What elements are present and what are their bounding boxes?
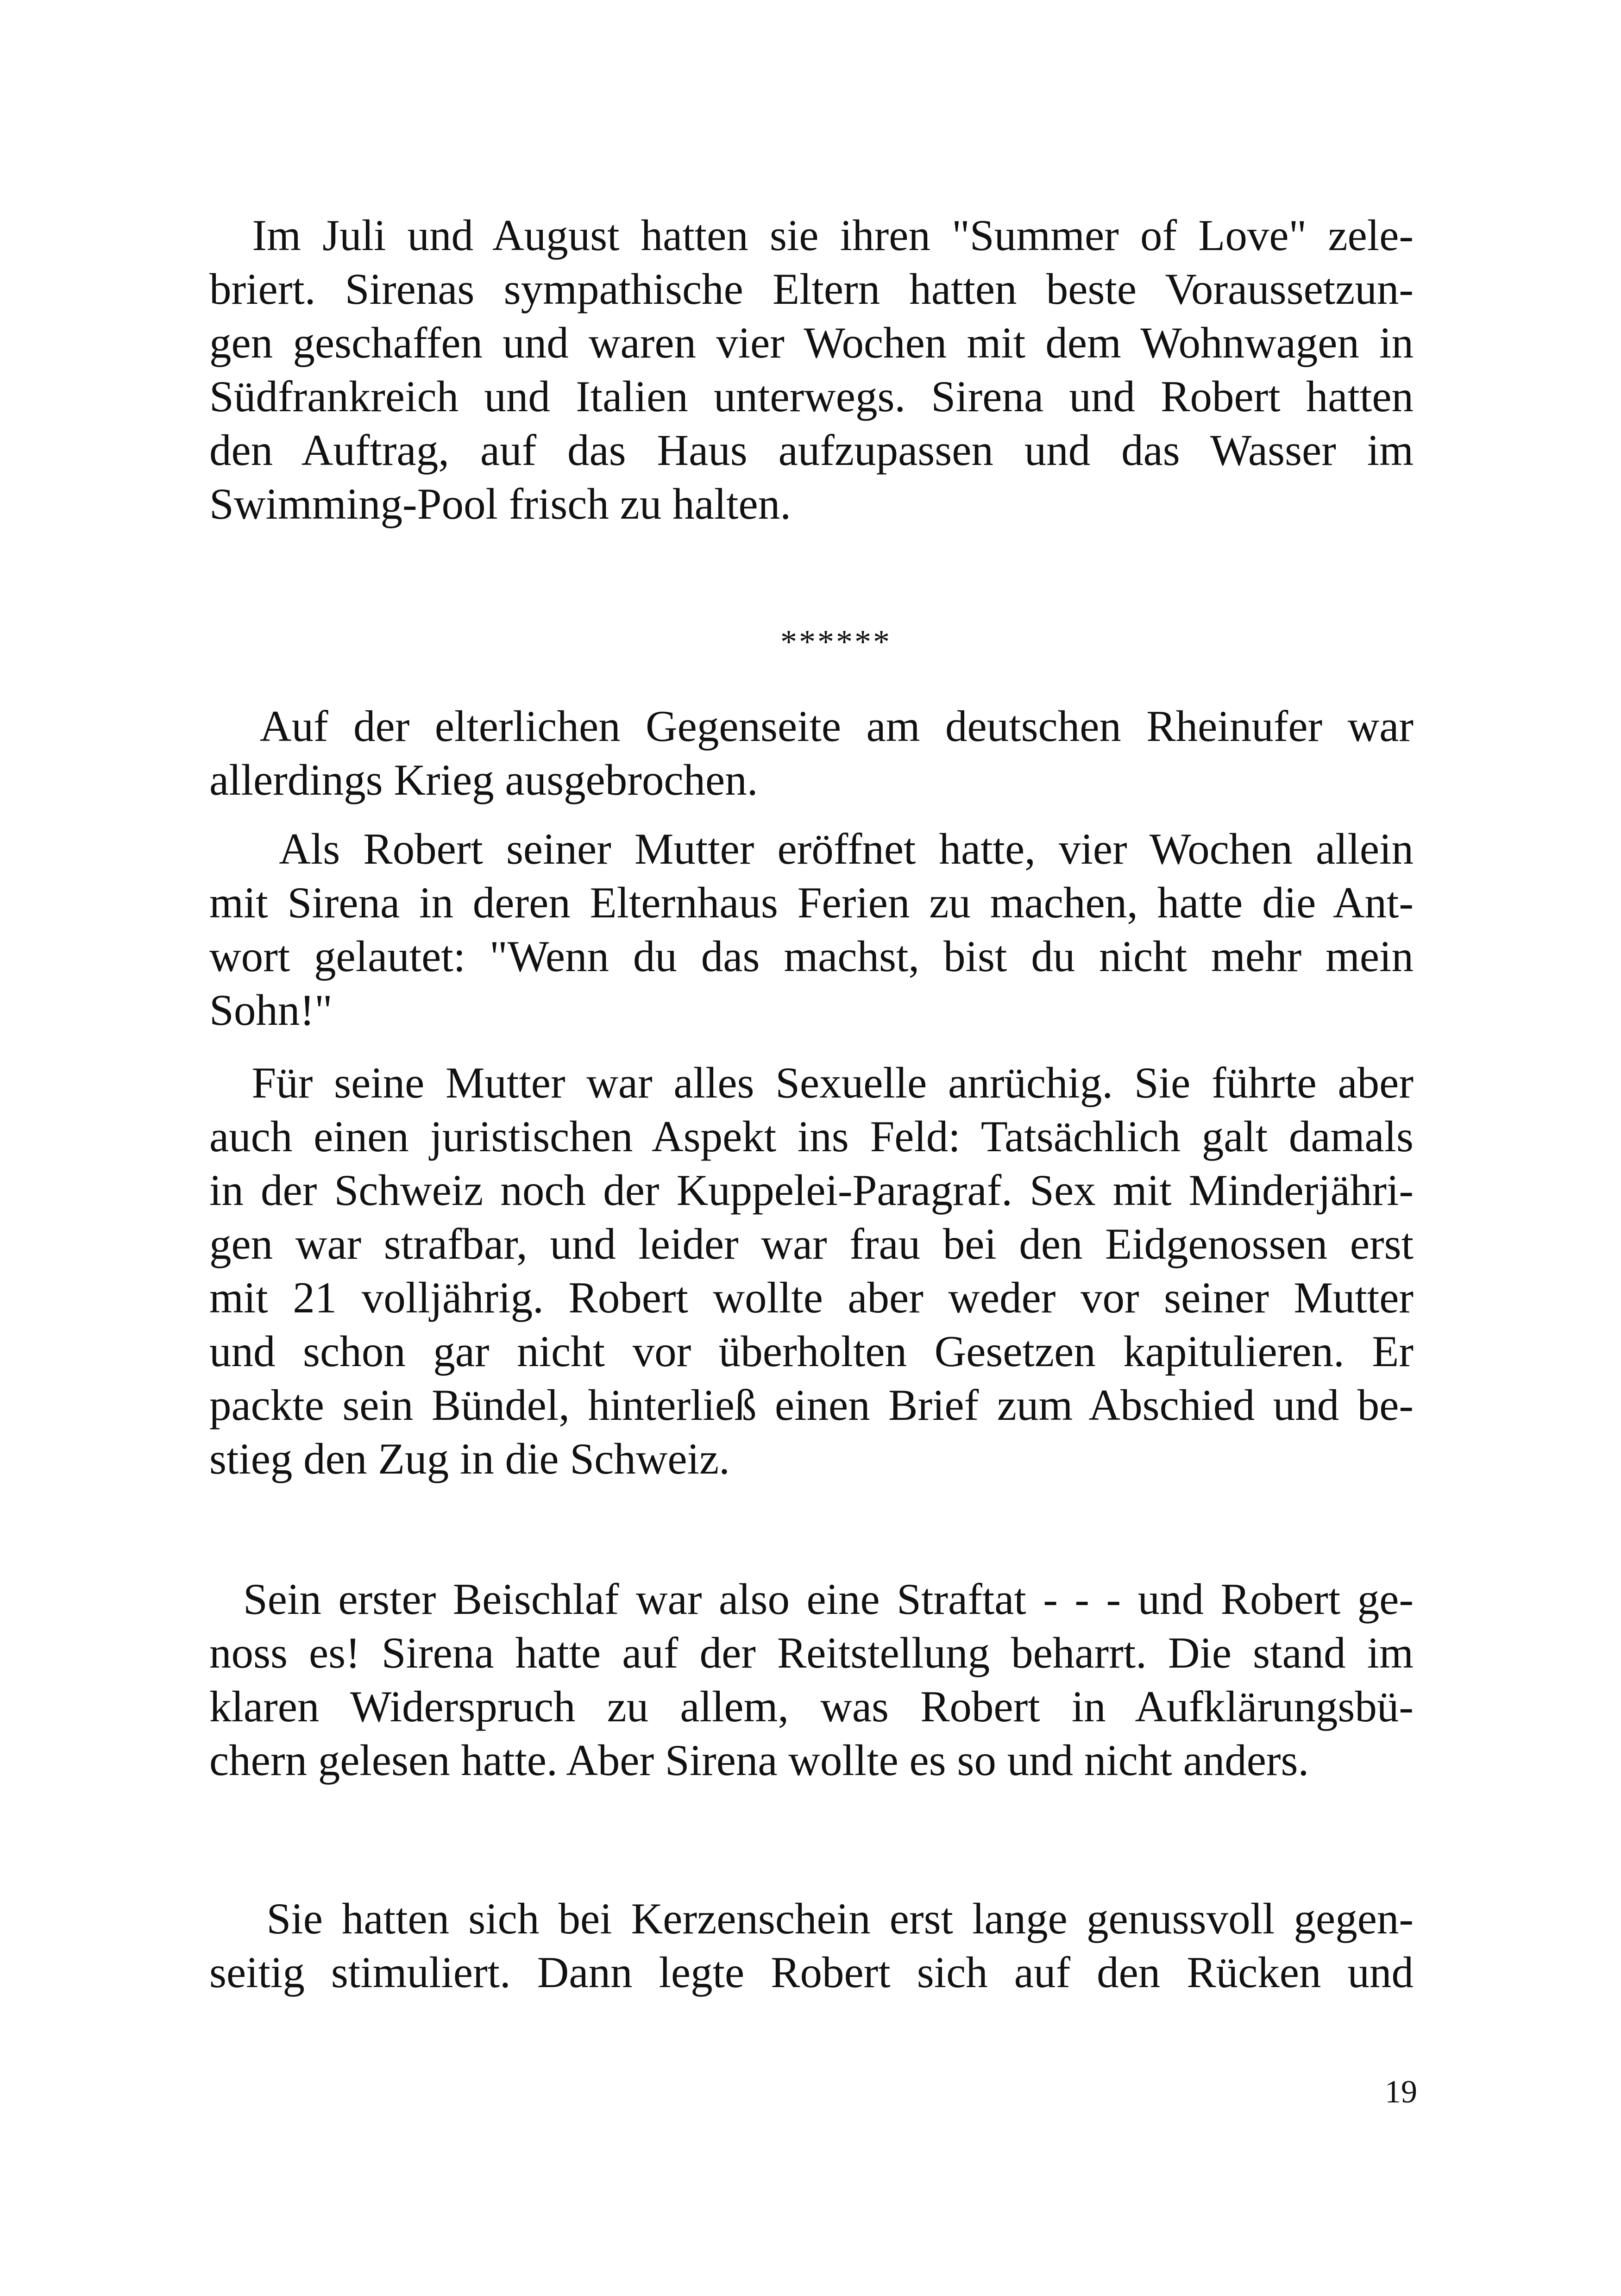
text-line: Sie hatten sich bei Kerzenschein erst lange genussvoll gegen- xyxy=(209,1894,1414,1943)
text-line: packte sein Bündel, hinterließ einen Brief zum Abschied und be- xyxy=(209,1380,1414,1430)
text-line: gen geschaffen und waren vier Wochen mit dem Wohnwagen in xyxy=(209,318,1414,367)
text-line: Auf der elterlichen Gegenseite am deutschen Rheinufer war xyxy=(209,702,1414,751)
text-line: seitig stimuliert. Dann legte Robert sich auf den Rücken und xyxy=(209,1948,1414,1997)
text-line: den Auftrag, auf das Haus aufzupassen und das Wasser im xyxy=(209,426,1414,475)
paragraph-mutter-antwort xyxy=(209,822,1414,1037)
paragraph-krieg xyxy=(209,699,1414,807)
paragraph-kuppelei xyxy=(209,1056,1414,1486)
text-line: Im Juli und August hatten sie ihren "Summer of Love" zele- xyxy=(209,211,1414,260)
text-line: klaren Widerspruch zu allem, was Robert in Aufklärungsbü- xyxy=(209,1682,1414,1731)
text-line: auch einen juristischen Aspekt ins Feld: Tatsächlich galt damals xyxy=(209,1112,1414,1161)
text-line: Sohn!" xyxy=(209,985,333,1035)
text-line: Sein erster Beischlaf war also eine Straftat - - - und Robert ge- xyxy=(209,1575,1414,1624)
paragraph-kerzenschein xyxy=(209,1892,1414,1999)
text-line: mit 21 volljährig. Robert wollte aber weder vor seiner Mutter xyxy=(209,1273,1414,1322)
text-line: mit Sirena in deren Elternhaus Ferien zu machen, hatte die Ant- xyxy=(209,878,1414,927)
text-line: wort gelautet: "Wenn du das machst, bist du nicht mehr mein xyxy=(209,932,1414,981)
page-number: 19 xyxy=(1385,2074,1417,2110)
text-line: noss es! Sirena hatte auf der Reitstellung beharrt. Die stand im xyxy=(209,1628,1414,1677)
text-line: chern gelesen hatte. Aber Sirena wollte es so und nicht anders. xyxy=(209,1736,1309,1785)
text-line: Als Robert seiner Mutter eröffnet hatte, vier Wochen allein xyxy=(209,824,1414,873)
text-line: in der Schweiz noch der Kuppelei-Paragraf. Sex mit Minderjähri- xyxy=(209,1166,1414,1215)
text-line: stieg den Zug in die Schweiz. xyxy=(209,1434,730,1483)
text-line: Für seine Mutter war alles Sexuelle anrüchig. Sie führte aber xyxy=(209,1058,1414,1107)
paragraph-beischlaf xyxy=(209,1572,1414,1787)
paragraph-summer-of-love xyxy=(209,208,1414,531)
text-line: allerdings Krieg ausgebrochen. xyxy=(209,755,758,804)
text-line: Swimming-Pool frisch zu halten. xyxy=(209,479,791,528)
text-line: Südfrankreich und Italien unterwegs. Sirena und Robert hatten xyxy=(209,372,1414,421)
text-line: und schon gar nicht vor überholten Gesetzen kapitulieren. Er xyxy=(209,1327,1414,1376)
text-line: briert. Sirenas sympathische Eltern hatten beste Voraussetzun- xyxy=(209,264,1414,314)
text-line: gen war strafbar, und leider war frau bei den Eidgenossen erst xyxy=(209,1219,1414,1268)
section-separator: ****** xyxy=(780,623,892,660)
